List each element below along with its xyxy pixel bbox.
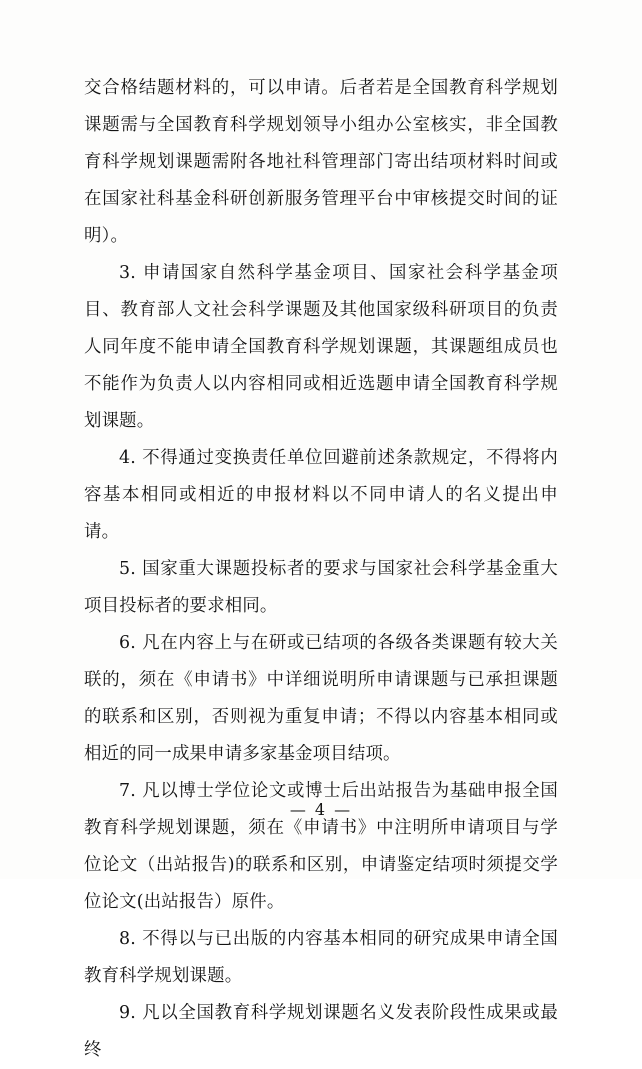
- page-number: — 4 —: [289, 800, 353, 819]
- paragraph-item-6: 6. 凡在内容上与在研或已结项的各级各类课题有较大关联的，须在《申请书》中详细说明所申请课题与已承担课题的联系和区别，否则视为重复申请；不得以内容基本相同或相近的同一成果申请多家基金项目结项。: [84, 633, 558, 764]
- paragraph-item-9: 9. 凡以全国教育科学规划课题名义发表阶段性成果或最终: [84, 1003, 558, 1060]
- paragraph-item-8: 8. 不得以与已出版的内容基本相同的研究成果申请全国教育科学规划课题。: [84, 929, 558, 986]
- paragraph-continuation: 交合格结题材料的，可以申请。后者若是全国教育科学规划课题需与全国教育科学规划领导小组办公室核实，非全国教育科学规划课题需附各地社科管理部门寄出结项材料时间或在国家社科基金科研创新服务管理平台中审核提交时间的证明）。: [84, 78, 558, 246]
- paragraph-item-5: 5. 国家重大课题投标者的要求与国家社会科学基金重大项目投标者的要求相同。: [84, 559, 558, 616]
- page-body: [84, 70, 558, 1069]
- paragraph-item-4: 4. 不得通过变换责任单位回避前述条款规定，不得将内容基本相同或相近的申报材料以不同申请人的名义提出申请。: [84, 448, 558, 542]
- paragraph-item-3: 3. 申请国家自然科学基金项目、国家社会科学基金项目、教育部人文社会科学课题及其他国家级科研项目的负责人同年度不能申请全国教育科学规划课题，其课题组成员也不能作为负责人以内容相同或相近选题申请全国教育科学规划课题。: [84, 263, 558, 431]
- paragraph-item-7: 7. 凡以博士学位论文或博士后出站报告为基础申报全国教育科学规划课题，须在《申请书》中注明所申请项目与学位论文（出站报告)的联系和区别，申请鉴定结项时须提交学位论文(出站报告）原件。: [84, 781, 558, 912]
